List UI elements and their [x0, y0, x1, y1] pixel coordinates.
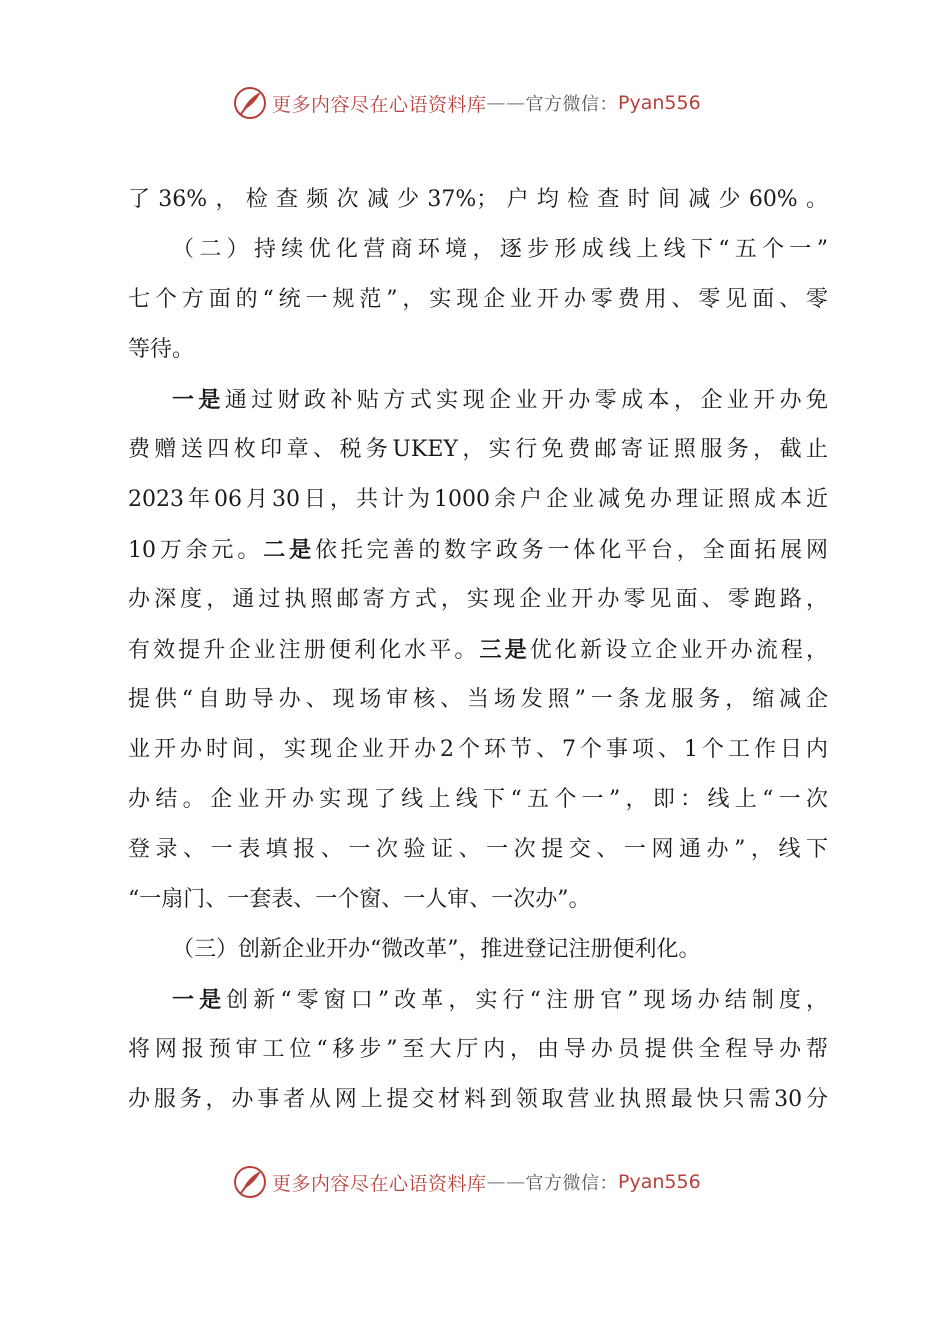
- header-watermark-banner: [232, 83, 701, 123]
- marker-three: 三是: [479, 637, 530, 663]
- text-line: 了36%，检查频次减少37%；户均检查时间减少60%。: [128, 187, 828, 212]
- text-line: 办服务，办事者从网上提交材料到领取营业执照最快只需30分: [128, 1087, 828, 1112]
- text-line: 登录、一表填报、一次验证、一次提交、一网通办”，线下: [128, 837, 828, 862]
- banner-text: 更多内容尽在心语资料库: [272, 1172, 487, 1195]
- banner-text: 更多内容尽在心语资料库: [272, 93, 487, 116]
- text-line: 将网报预审工位“移步”至大厅内，由导办员提供全程导办帮: [128, 1037, 828, 1062]
- quill-logo-icon: [232, 85, 268, 121]
- text-line: 七个方面的“统一规范”，实现企业开办零费用、零见面、零: [128, 287, 828, 312]
- text-line: 10万余元。二是依托完善的数字政务一体化平台，全面拓展网: [128, 537, 828, 563]
- marker-two: 二是: [263, 537, 315, 563]
- text-line: “一扇门、一套表、一个窗、一人审、一次办”。: [128, 887, 591, 912]
- banner-separator: ——: [486, 92, 526, 114]
- banner-wechat-id: Pyan556: [618, 1171, 701, 1193]
- banner-label: 官方微信：: [525, 94, 619, 115]
- quill-logo-icon: [232, 1164, 268, 1200]
- text-line: 提供“自助导办、现场审核、当场发照”一条龙服务，缩减企: [128, 687, 828, 712]
- text-line: 等待。: [128, 337, 195, 362]
- text-line: 有效提升企业注册便利化水平。三是优化新设立企业开办流程，: [128, 637, 828, 663]
- text-line: 办深度，通过执照邮寄方式，实现企业开办零见面、零跑路，: [128, 587, 828, 612]
- text-line: 办结。企业开办实现了线上线下“五个一”，即：线上“一次: [128, 787, 828, 812]
- section-heading-3: （三）创新企业开办“微改革”，推进登记注册便利化。: [172, 937, 701, 962]
- banner-wechat-id: Pyan556: [618, 92, 701, 114]
- banner-label: 官方微信：: [525, 1173, 619, 1194]
- text-line: 2023年06月30日，共计为1000余户企业减免办理证照成本近: [128, 487, 828, 512]
- text-line: 费赠送四枚印章、税务UKEY，实行免费邮寄证照服务，截止: [128, 437, 828, 462]
- text-line: 业开办时间，实现企业开办2个环节、7个事项、1个工作日内: [128, 737, 828, 762]
- text-line: 一是通过财政补贴方式实现企业开办零成本，企业开办免: [172, 387, 828, 413]
- text-line: 一是创新“零窗口”改革，实行“注册官”现场办结制度，: [172, 987, 828, 1013]
- document-body: [128, 175, 828, 1125]
- footer-watermark-banner: [232, 1162, 701, 1202]
- section-heading-2: （二）持续优化营商环境，逐步形成线上线下“五个一”: [172, 237, 828, 262]
- marker-one: 一是: [172, 387, 225, 413]
- marker-one: 一是: [172, 987, 227, 1013]
- banner-separator: ——: [486, 1171, 526, 1193]
